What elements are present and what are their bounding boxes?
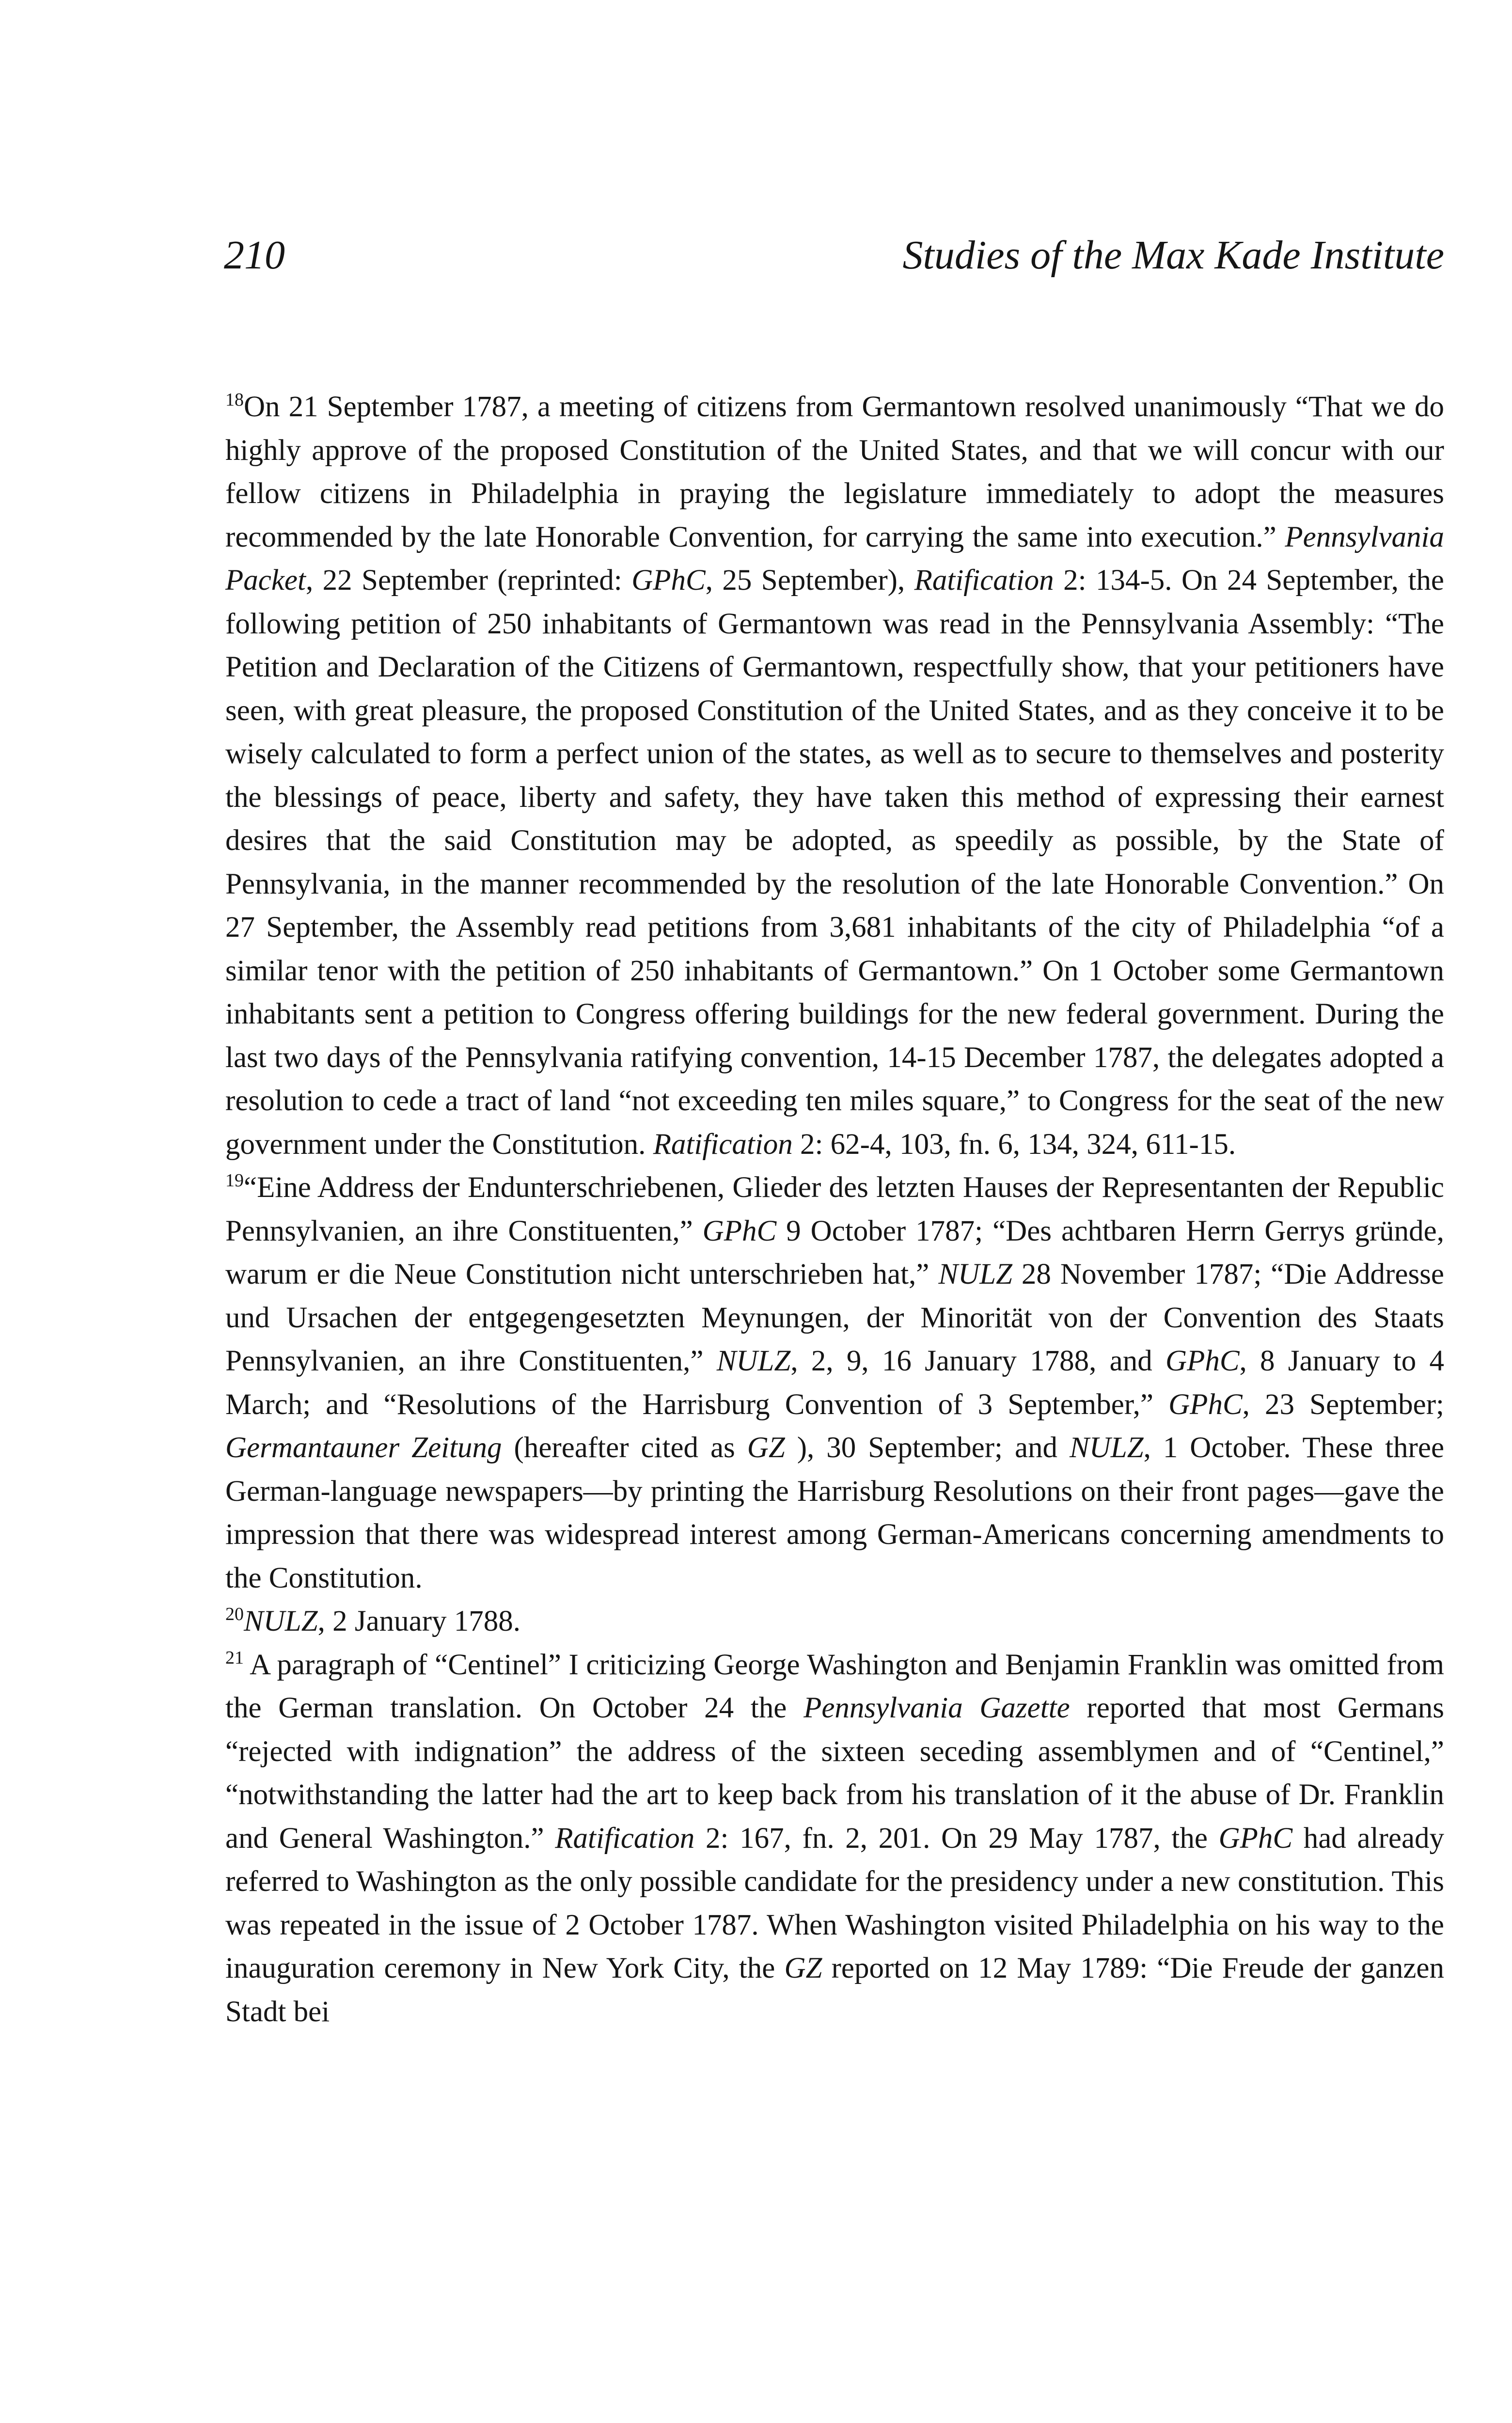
footnote-19 [225,1166,1444,1600]
footnote-number: 18 [225,390,244,410]
italic-citation: NULZ [716,1345,791,1377]
italic-citation: GPhC [631,564,706,597]
running-title: Studies of the Max Kade Institute [902,233,1444,278]
running-header [224,229,1444,282]
italic-citation: Pennsylvania Packet [225,520,1444,597]
italic-citation: Ratification [653,1128,793,1161]
footnote-18 [225,385,1444,1166]
italic-citation: GPhC [1168,1388,1243,1421]
italic-citation: Germantauner Zeitung [225,1432,502,1464]
italic-citation: GPhC [1218,1822,1293,1855]
italic-citation: GZ [747,1432,785,1464]
footnote-21 [225,1643,1444,2034]
italic-citation: Pennsylvania Gazette [803,1692,1070,1724]
footnote-text: A paragraph of “Centinel” I criticizing George Washington and Benjamin Franklin was omitted from the German translation. On October 24 the Pennsylvania Gazette reported that most Germans “rejected with indignation” the address of the sixteen seceding assemblymen and of “Centinel,” “notwithstanding the latter had the art to keep back from his translation of it the abuse of Dr. Franklin and General Washington.” Ratification 2: 167, fn. 2, 201. On 29 May 1787, the GPhC had already referred to Washington as the only possible candidate for the presidency under a new constitution. This was repeated in the issue of 2 October 1787. When Washington visited Philadelphia on his way to the inauguration ceremony in New York City, the GZ reported on 12 May 1789: “Die Freude der ganzen Stadt bei [225,1648,1445,2028]
italic-citation: Ratification [914,564,1054,597]
footnote-text: “Eine Address der Endunterschriebenen, Glieder des letzten Hauses der Representanten der Republic Pennsylvanien, an ihre Constituenten,” GPhC 9 October 1787; “Des achtbaren Herrn Gerrys gründe, warum er die Neue Constitution nicht unterschrieben hat,” NULZ 28 November 1787; “Die Addresse und Ursachen der entgegengesetzten Meynungen, der Minorität von der Convention des Staats Pennsylvanien, an ihre Constituenten,” NULZ, 2, 9, 16 January 1788, and GPhC, 8 January to 4 March; and “Resolutions of the Harrisburg Convention of 3 September,” GPhC, 23 September; Germantauner Zeitung (hereafter cited as GZ ), 30 September; and NULZ, 1 October. These three German-language newspapers—by printing the Harrisburg Resolutions on their front pages—gave the impression that there was widespread interest among German-Americans concerning amendments to the Constitution. [225,1171,1445,1594]
footnote-text: On 21 September 1787, a meeting of citizens from Germantown resolved unanimously “That we do highly approve of the proposed Constitution of the United States, and that we will concur with our fellow citizens in Philadelphia in praying the legislature immediately to adopt the measures recommended by the late Honorable Convention, for carrying the same into execution.” Pennsylvania Packet, 22 September (reprinted: GPhC, 25 September), Ratification 2: 134-5. On 24 September, the following petition of 250 inhabitants of Germantown was read in the Pennsylvania Assembly: “The Petition and Declaration of the Citizens of Germantown, respectfully show, that your petitioners have seen, with great pleasure, the proposed Constitution of the United States, and as they conceive it to be wisely calculated to form a perfect union of the states, as well as to secure to themselves and posterity the blessings of peace, liberty and safety, they have taken this method of expressing their earnest desires that the said Constitution may be adopted, as speedily as possible, by the State of Pennsylvania, in the manner recommended by the resolution of the late Honorable Convention.” On 27 September, the Assembly read petitions from 3,681 inhabitants of the city of Philadelphia “of a similar tenor with the petition of 250 inhabitants of Germantown.” On 1 October some Germantown inhabitants sent a petition to Congress offering buildings for the new federal government. During the last two days of the Pennsylvania ratifying convention, 14-15 December 1787, the delegates adopted a resolution to cede a tract of land “not exceeding ten miles square,” to Congress for the seat of the new government under the Constitution. Ratification 2: 62-4, 103, fn. 6, 134, 324, 611-15. [225,391,1444,1161]
footnote-20 [225,1600,1444,1643]
footnote-number: 19 [225,1170,244,1191]
page-number: 210 [224,233,285,278]
italic-citation: NULZ [1070,1432,1144,1464]
italic-citation: Ratification [555,1822,695,1855]
italic-citation: NULZ [244,1605,318,1637]
italic-citation: NULZ [938,1258,1012,1290]
italic-citation: GPhC [1166,1345,1240,1377]
footnotes-block [225,385,1444,2033]
italic-citation: GPhC [702,1214,777,1247]
footnote-number: 21 [225,1647,244,1668]
footnote-text: NULZ, 2 January 1788. [244,1605,521,1637]
footnote-number: 20 [225,1604,244,1624]
italic-citation: GZ [784,1952,822,1984]
